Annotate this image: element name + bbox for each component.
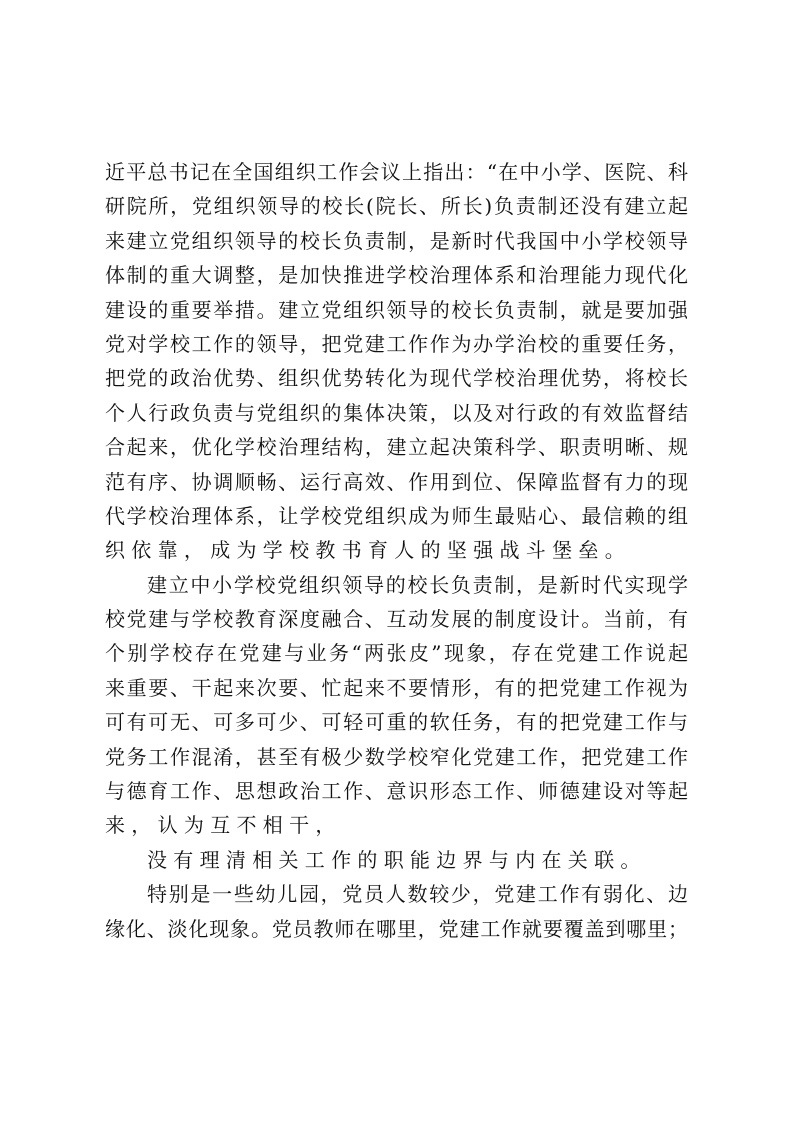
text-line: 个别学校存在党建与业务“两张皮”现象，存在党建工作说起 bbox=[105, 641, 688, 666]
text-line: 代学校治理体系，让学校党组织成为师生最贴心、最信赖的组 bbox=[105, 503, 688, 528]
text-line: 近平总书记在全国组织工作会议上指出：“在中小学、医院、科 bbox=[105, 160, 688, 184]
text-line: 可有可无、可多可少、可轻可重的软任务，有的把党建工作与 bbox=[105, 710, 688, 735]
text-line: 来，认为互不相干， bbox=[105, 813, 342, 838]
text-line: 建设的重要举措。建立党组织领导的校长负责制，就是要加强 bbox=[105, 297, 688, 322]
text-line: 建立中小学校党组织领导的校长负责制，是新时代实现学 bbox=[147, 572, 688, 597]
text-line: 特别是一些幼儿园，党员人数较少，党建工作有弱化、边 bbox=[147, 882, 688, 907]
text-line: 范有序、协调顺畅、运行高效、作用到位、保障监督有力的现 bbox=[105, 469, 688, 494]
text-line: 研院所，党组织领导的校长(院长、所长)负责制还没有建立起 bbox=[105, 194, 688, 219]
text-line: 与德育工作、思想政治工作、意识形态工作、师德建设对等起 bbox=[105, 779, 688, 804]
text-line: 把党的政治优势、组织优势转化为现代学校治理优势，将校长 bbox=[105, 366, 688, 391]
text-line: 织依靠，成为学校教书育人的坚强战斗堡垒。 bbox=[105, 538, 631, 563]
text-line: 来建立党组织领导的校长负责制，是新时代我国中小学校领导 bbox=[105, 228, 688, 253]
text-line: 体制的重大调整，是加快推进学校治理体系和治理能力现代化 bbox=[105, 263, 688, 288]
text-line: 来重要、干起来次要、忙起来不要情形，有的把党建工作视为 bbox=[105, 675, 688, 700]
text-line: 个人行政负责与党组织的集体决策，以及对行政的有效监督结 bbox=[105, 400, 688, 425]
text-line: 没有理清相关工作的职能边界与内在关联。 bbox=[147, 847, 647, 872]
text-line: 党务工作混淆，甚至有极少数学校窄化党建工作，把党建工作 bbox=[105, 744, 688, 769]
text-line: 缘化、淡化现象。党员教师在哪里，党建工作就要覆盖到哪里； bbox=[105, 916, 688, 941]
text-line: 校党建与学校教育深度融合、互动发展的制度设计。当前，有 bbox=[105, 607, 688, 632]
text-line: 党对学校工作的领导，把党建工作作为办学治校的重要任务， bbox=[105, 331, 688, 356]
document-body bbox=[105, 155, 688, 946]
text-line: 合起来，优化学校治理结构，建立起决策科学、职责明晰、规 bbox=[105, 435, 688, 460]
